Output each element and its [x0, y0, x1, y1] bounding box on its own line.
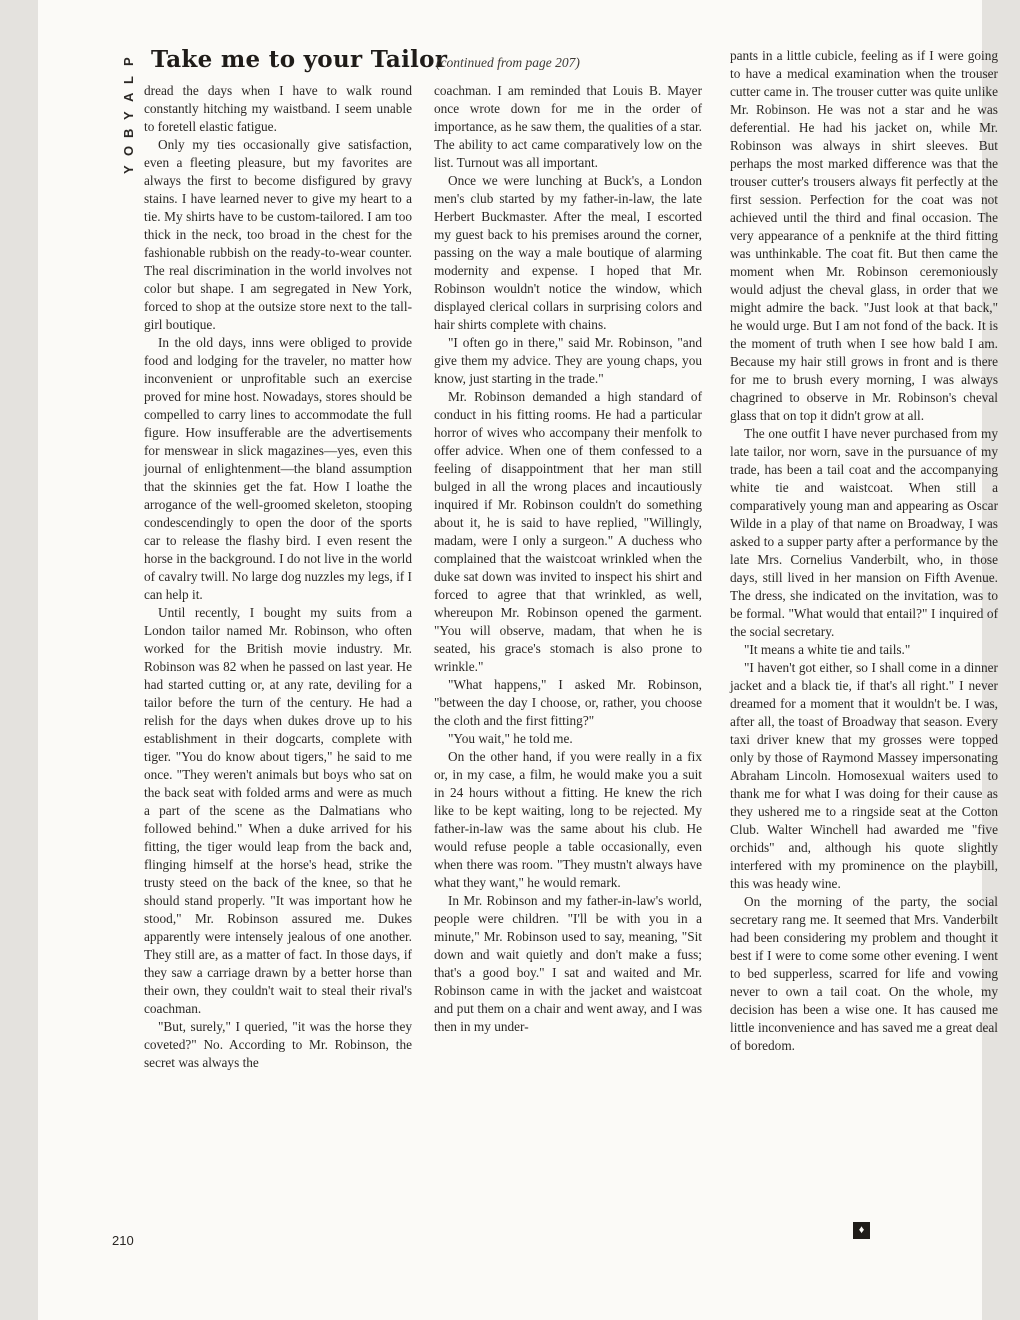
paragraph: Mr. Robinson demanded a high standard of conduct in his fitting rooms. He had a particular horror of wives who accompany their menfolk to offer advice. When one of them confessed to a feeling of disappointment that her man still bulged in all the wrong places and incautiously inquired if Mr. Robinson couldn't do something about it, he is said to have replied, "Willingly, madam, were I only a surgeon." A duchess who complained that the waistcoat wrinkled when the duke sat down was invited to inspect his shirt and forced to agree that that wrinkled, as well, whereupon Mr. Robinson opened the garment. "You will observe, madam, that when he is seated, his grace's stomach is also prone to wrinkle." [434, 389, 702, 674]
spine-letter: A [121, 92, 136, 102]
paragraph: dread the days when I have to walk round constantly hitching my waistband. I seem unable to foretell elastic fatigue. [144, 83, 412, 134]
paragraph: coachman. I am reminded that Louis B. Mayer once wrote down for me in the order of importance, as he saw them, the qualities of a star. The ability to act came comparatively low on the list. Turnout was all important. [434, 83, 702, 170]
paragraph: "It means a white tie and tails." [744, 642, 911, 657]
paragraph: In Mr. Robinson and my father-in-law's world, people were children. "I'll be with you in a minute," Mr. Robinson used to say, meaning, "Sit down and wait quietly and don't make a fuss; that's a good boy." I sat and waited and Mr. Robinson came in with the jacket and waistcoat and put them on a chair and went away, and I was then in my under- [434, 893, 702, 1034]
spine-letter: B [121, 128, 136, 138]
text-column-2 [434, 82, 702, 1036]
magazine-page [38, 0, 998, 1320]
paragraph: "But, surely," I queried, "it was the horse they coveted?" No. According to Mr. Robinson, the secret was always the [144, 1019, 412, 1070]
article-title: Take me to your Tailor [151, 46, 448, 73]
spine-letter: L [121, 76, 136, 84]
spine-letter: P [121, 57, 136, 66]
spine-letter: Y [121, 165, 136, 174]
spine-letter: Y [121, 111, 136, 120]
paragraph: "I often go in there," said Mr. Robinson, "and give them my advice. They are young chaps, you know, just starting in the trade." [434, 335, 702, 386]
text-column-3 [730, 47, 998, 1055]
paragraph: Only my ties occasionally give satisfaction, even a fleeting pleasure, but my favorites are always the first to become disfigured by gravy stains. I have learned never to give my heart to a tie. My shirts have to be custom-tailored. I am too thick in the neck, too broad in the chest for the fashionable rubbish on the ready-to-wear counter. The real discrimination in the world involves not color but shape. I am segregated in New York, forced to shop at the outsize store next to the tall-girl boutique. [144, 137, 412, 332]
paragraph: "I haven't got either, so I shall come in a dinner jacket and a black tie, if that's all right." I never dreamed for a moment that it wouldn't be. I was, after all, the toast of Broadway that season. Every taxi driver knew that my grosses were topped only by those of Raymond Massey impersonating Abraham Lincoln. Homosexual waiters used to thank me for what I was doing for their cause as they ushered me to a ringside seat at the Cotton Club. Walter Winchell had awarded me "five orchids" and, although his quote slightly interfered with my prominence on the playbill, this was heady wine. [730, 660, 998, 891]
magazine-spine-logo [120, 48, 138, 174]
paragraph: On the morning of the party, the social secretary rang me. It seemed that Mrs. Vanderbilt had been considering my problem and thought it best if I were to come some other evening. I went to bed supperless, scarred for life and vowing never to own a tail coat. On the whole, my decision has been a wise one. It has caused me little inconvenience and has saved me a great deal of boredom. [730, 894, 998, 1053]
text-column-1 [144, 82, 412, 1072]
paragraph: In the old days, inns were obliged to provide food and lodging for the traveler, no matter how inconvenient or unprofitable such an exercise proved for mine host. Nowadays, stores should be compelled to carry lines to accommodate the full figure. How insufferable are the advertisements for menswear in slick magazines—yes, even this journal of enlightenment—the bland assumption that the skinnies get the fat. How I loathe the arrogance of the well-groomed skeleton, stooping condescendingly to open the door of the sports car to release the flashy bird. I even resent the horse in the background. I do not live in the world of cavalry twill. No large dog nuzzles my legs, if I can help it. [144, 335, 412, 602]
paragraph: The one outfit I have never purchased from my late tailor, nor worn, save in the pursuance of my trade, has been a tail coat and the accompanying white tie and waistcoat. When still a comparatively young man and appearing as Oscar Wilde in a play of that name on Broadway, I was asked to a supper party after a performance by the late Mrs. Cornelius Vanderbilt, who, in those days, still lived in her mansion on Fifth Avenue. The dress, she indicated on the invitation, was to be formal. "What would that entail?" I inquired of the social secretary. [730, 426, 998, 639]
spine-letter: O [121, 145, 136, 156]
paragraph: On the other hand, if you were really in a fix or, in my case, a film, he would make you a suit in 24 hours without a fitting. He knew the rich like to be kept waiting, long to be rejected. My father-in-law was the same about his club. He would refuse people a table occasionally, even when there was room. "They mustn't always have what they want," he would remark. [434, 749, 702, 890]
page-number: 210 [112, 1233, 134, 1248]
paragraph: Until recently, I bought my suits from a London tailor named Mr. Robinson, who often worked for the British movie industry. Mr. Robinson was 82 when he passed on last year. He had started cutting or, at any rate, deviling for a tailor before the turn of the century. He had a relish for the days when dukes drove up to his establishment in their dogcarts, complete with tiger. "You do know about tigers," he said to me once. "They weren't animals but boys who sat on the back seat with folded arms and were as much a part of the scene as the Dalmatians who followed behind." When a duke arrived for his fitting, the tiger would leap from the back and, flinging himself at the horse's head, strike the trusty steed on the back of the knee, so that he should stand properly. "It was important how he stood," Mr. Robinson assured me. Dukes apparently were intensely jealous of one another. They still are, as a matter of fact. In those days, if they saw a carriage drawn by a better horse than their own, they couldn't wait to steal their rival's coachman. [144, 605, 412, 1016]
paragraph: pants in a little cubicle, feeling as if I were going to have a medical examination when the trouser cutter came in. The trouser cutter was quite unlike Mr. Robinson. He was not a star and he was deferential. He had his jacket on, while Mr. Robinson was always in shirt sleeves. But perhaps the most marked difference was that the trouser cutter's trousers always fit perfectly at the first session. Perfection for the coat was not achieved until the third and final occasion. The very appearance of a penknife at the third fitting was unthinkable. The coat fit. But then came the moment when Mr. Robinson ceremoniously would adjust the cheval glass, in order that we might admire the back. "Just look at that back," he would urge. But I am not fond of the back. It is the moment of truth when I see how bald I am. Because my hair still grows in front and is there for me to brush every morning, I was always chagrined to observe in Mr. Robinson's cheval glass that on top it didn't grow at all. [730, 48, 998, 423]
paragraph: Once we were lunching at Buck's, a London men's club started by my father-in-law, the late Herbert Buckmaster. After the meal, I escorted my guest back to his premises around the corner, passing on the way a male boutique of alarming modernity and expense. I hoped that Mr. Robinson wouldn't notice the window, which displayed clerical collars in surprising colors and hair shirts complete with chains. [434, 173, 702, 332]
paragraph: "What happens," I asked Mr. Robinson, "between the day I choose, or, rather, you choose the cloth and the first fitting?" [434, 677, 702, 728]
rabbit-head-icon: ♦ [853, 1222, 870, 1239]
continued-note: (continued from page 207) [436, 55, 580, 70]
paragraph: "You wait," he told me. [448, 731, 573, 746]
